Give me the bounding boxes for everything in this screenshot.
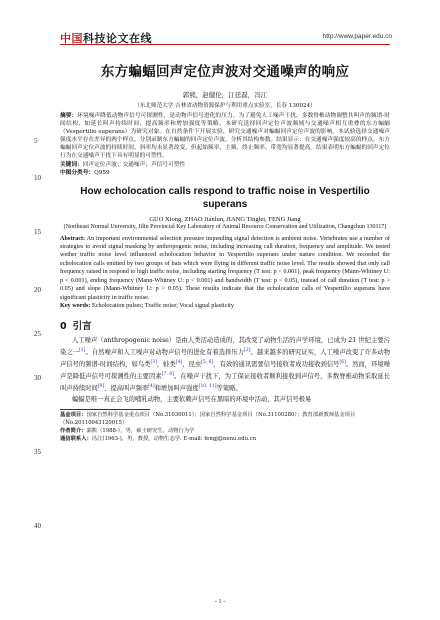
- logo-rest: 科技论文在线: [83, 32, 152, 45]
- line-number: 15: [34, 228, 41, 236]
- body-text: 人工噪声（anthropogenic noise）是由人类活动造成的，其改变了动物生活的声学环境，已成为 21 世纪主要污染之一: [60, 337, 390, 357]
- cn-authors: 郭熊，赵健伦，江廷磊，冯江: [182, 91, 268, 99]
- footnote-fund-text: 国家自然科学基金重点项目（No.31030011）；国家自然科学基金项目（No.31100280）；教育部新教师基金项目（No.20110043120015）: [60, 411, 356, 426]
- page-number: - 1 -: [214, 598, 226, 605]
- citation-link[interactable]: [5, 6]: [201, 360, 214, 366]
- en-keywords-text: Echolocation pulses; Traffic noise; Vocal signal plasticity: [91, 301, 234, 309]
- body-text: 。在噪声干扰下，为了保证接收者顺利接收到声信号，多数脊椎动物采取延长叫声持续时间: [60, 373, 391, 393]
- line-number: 25: [34, 330, 41, 338]
- cn-abstract: [60, 112, 390, 161]
- body-text: 和增加叫声强度: [154, 385, 199, 393]
- line-number: 30: [34, 374, 41, 382]
- footnote-rule: [60, 409, 150, 410]
- citation-link[interactable]: [6]: [339, 360, 346, 366]
- footnote-author-text: 郭熊（1988-），男，硕士研究生，动物行为学: [86, 427, 195, 434]
- en-keywords: [60, 302, 390, 310]
- page-header: [0, 0, 440, 46]
- body-text: ，有效的通讯需要信号接收者成功接收到信号: [213, 361, 340, 369]
- citation-link[interactable]: [4]: [175, 360, 183, 366]
- line-number: 40: [34, 522, 41, 530]
- cn-keywords-text: 回声定位声波；交通噪声；声信号可塑性: [82, 161, 186, 168]
- citation-link[interactable]: [2]: [244, 348, 251, 354]
- citation-link[interactable]: [1]: [79, 348, 86, 354]
- en-abstract-label: Abstract:: [60, 234, 86, 242]
- footnote-contact: [60, 436, 390, 444]
- footnote-author: [60, 428, 390, 436]
- cn-keywords: [60, 161, 390, 169]
- en-abstract-text: An important environmental selection pressure impending signal detection is ambient noise. Vertebrates use a number of strategies to avoid signal masking by anthropogenic noise, including increasing call duration, frequency and amplitude. We tested wether traffic noise level influenced echolocation behavior in Vespertilio superans under nature condition. We recorded the echolocation calls emitted by two groups of bats which were flying in different traffic noise level. The results showed that only call frequency raised in respond to high traffic noise, including starting frequency (T test: p < 0.001), peak frequency (Mann-Whitney U: p < 0.001), ending frequency (Mann-Whitney U: p < 0.001) and bandwidth (T test: p < 0.05), instead of call duration (T test: p > 0.05) and slope (Mann-Whitney U: p > 0.05). These results indicate that the echolocation calls of Vespertilio superans have significant plasticity in traffic noise.: [60, 234, 390, 301]
- footnote-contact-label: 通信联系人：: [60, 435, 92, 442]
- line-number: 5: [34, 137, 38, 145]
- logo-cn: 中国: [60, 32, 83, 45]
- body-text: 、提高叫声频率: [104, 385, 149, 393]
- body-paragraph: 蝙蝠是唯一真正会飞的哺乳动物，主要依赖声信号在黑暗的环境中活动，其声信号极易: [72, 395, 312, 403]
- citation-link[interactable]: [4]: [148, 383, 155, 389]
- line-number: 35: [34, 448, 41, 456]
- body-text: ，蛙类: [156, 361, 176, 369]
- section-number: 0: [60, 321, 67, 333]
- cn-clc: [60, 169, 390, 177]
- body-text: 等策略。: [216, 385, 242, 393]
- cn-title: 东方蝙蝠回声定位声波对交通噪声的响应: [100, 64, 350, 80]
- body-paragraph: [60, 336, 390, 395]
- header-url[interactable]: http://www.paper.edu.cn: [322, 33, 392, 40]
- footnote-author-label: 作者简介：: [60, 427, 87, 434]
- footnote-fund-label: 基金项目：: [60, 411, 87, 418]
- citation-link[interactable]: [9]: [97, 383, 105, 389]
- cn-affiliation: （东北师范大学 吉林省动物资源保护与利用重点实验室，长春 130024）: [134, 103, 316, 109]
- footnote-fund: [60, 412, 390, 428]
- cn-keywords-label: 关键词：: [60, 161, 83, 168]
- citation-link[interactable]: [7, 8]: [161, 372, 174, 378]
- body-text: 。自然噪声和人工噪声对动物声信号的进化有着选择压力: [85, 349, 245, 357]
- body-text: 。然而，环境噪声是降低声信号可探测性的主要因素: [60, 361, 391, 381]
- body-text: ，昆虫: [182, 361, 202, 369]
- cn-abstract-label: 摘要：: [60, 113, 78, 119]
- en-keywords-label: Key words:: [60, 301, 91, 309]
- footnote-contact-text: 冯江(1963-)，男，教授，动物生态学. E-mail: fengj@nenu.edu.cn: [91, 435, 257, 442]
- cn-abstract-text: 环境噪声降低动物声信号可探测性，是动物声信号进化的压力。为了避免人工噪声干扰，多数脊椎动物调整其叫声的频谱-时间结构，如延长叫声持续时间，提高频率和增加强度等策略。本研究选择回声定位声波频域与交通噪声相互重叠的东方蝙蝠（Vespertilio superans）为研究对象。在自然条件下开展实验，研究交通噪声对蝙蝠回声定位声波的影响。本试验选择交通噪声强度水平存在差异的两个样点，分别录制东方蝙蝠的回声定位声波，分析其结构参数。结果显示：在交通噪声强度较高的样点，东方蝙蝠回声定位声波的持续时间、斜率均未显著改变，但起始频率、主频、终止频率、带宽均显著提高。结果表明东方蝙蝠的回声定位行为在交通噪声干扰下具有明显的可塑性。: [60, 113, 391, 160]
- section-title: 引言: [72, 321, 92, 333]
- cn-clc-label: 中图分类号：: [60, 169, 95, 176]
- header-rule: [60, 44, 390, 45]
- en-abstract: [60, 235, 390, 302]
- section-heading: [60, 318, 390, 332]
- line-number: 10: [34, 174, 41, 182]
- line-number: 20: [34, 286, 41, 294]
- en-authors: GUO Xiong, ZHAO Jianlun, JIANG Tinglei, FENG Jiang: [149, 215, 301, 223]
- paper-content: [60, 54, 390, 443]
- citation-link[interactable]: [3]: [150, 360, 157, 366]
- citation-link[interactable]: [10, 11]: [198, 383, 217, 389]
- en-title: How echolocation calls respond to traffic noise in Vespertilio superans: [80, 185, 370, 210]
- en-affiliation: (Northeast Normal University, Jilin Provincial Key Laboratory of Animal Resource Conservation and Utilization, Changchun 130117): [63, 223, 387, 230]
- cn-clc-text: Q959: [94, 169, 110, 176]
- body-text: 。越来越多的研究证实，人工噪声改变了许多动物声信号的频谱-时间结构，如鸟类: [60, 349, 391, 369]
